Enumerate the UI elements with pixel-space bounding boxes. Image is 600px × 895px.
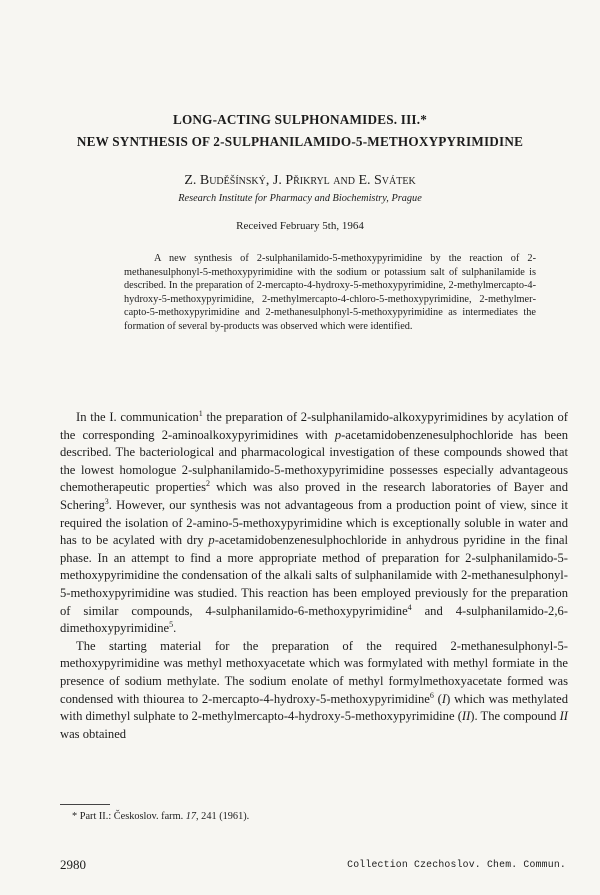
p2-text: ). The compound bbox=[470, 709, 560, 724]
p1-text: In the I. communication bbox=[76, 410, 199, 424]
para-prefix: p bbox=[334, 427, 342, 442]
compound-label: II bbox=[559, 709, 568, 724]
p1-text: . However, our synthesis was not advantageous from a production point of view, since it required the isolation of 2-amino-5-methoxypyrimidine which is exceptionally soluble in water and has to be acylated with dry bbox=[60, 497, 568, 548]
p1-text: the preparation of 2-sulphanilamido-alkoxypyrimidines by acylation of the corresponding 2-aminoalkoxypyrimidines with bbox=[60, 410, 568, 442]
authors-text: Z. Buděšínský, J. Přikryl and E. Svátek bbox=[184, 173, 416, 188]
ref-1: 1 bbox=[198, 408, 203, 418]
footnote bbox=[72, 811, 249, 822]
ref-4: 4 bbox=[407, 602, 412, 612]
abstract: A new synthesis of 2-sulphanilamido-5-methoxypyrimidine by the reaction of 2-methanesulphonyl-5-methoxypyrimidine with the sodium or potassium salt of sulphanilamide is described. In the preparation of 2-mercapto-4-hydroxy-5-methoxypyrimidine, 2-methylmercapto-4-hydroxy-5-methoxypyrimidine, 2-methylmercapto-4-chloro-5-methoxypyrimidine, 2-methylmercapto-5-methoxypyrimidine and 2-methanesulphonyl-5-methoxypyrimidine as intermediates the formation of several by-products was observed which were identified. bbox=[124, 253, 536, 332]
ref-2: 2 bbox=[205, 479, 210, 489]
p2-text: was obtained bbox=[60, 726, 127, 741]
article-title-line-1: LONG-ACTING SULPHONAMIDES. III.* bbox=[172, 112, 428, 127]
body-text bbox=[60, 409, 568, 743]
p2-text: ) which was methylated with dimethyl sulphate to 2-methylmercapto-4-hydroxy-5-methoxypyrimidine ( bbox=[60, 691, 569, 724]
footnote-rule bbox=[60, 804, 110, 805]
p1-text: -acetamidobenzenesulphochloride has been described. The bacteriological and pharmacological investigation of these compounds showed that the lowest homologue 2-sulphanilamido-5-methoxypyrimidine possesses especially advantageous chemotherapeutic properties bbox=[60, 427, 568, 495]
compound-label: II bbox=[461, 709, 471, 724]
p1-text: . bbox=[173, 621, 177, 636]
ref-6: 6 bbox=[429, 690, 434, 700]
footnote-text: * Part II.: Českoslov. farm. bbox=[72, 811, 186, 822]
footnote-text: , 241 (1961). bbox=[196, 811, 250, 822]
ref-5: 5 bbox=[169, 619, 174, 629]
p1-text: -acetamidobenzenesulphochloride in anhydrous pyridine in the final phase. In an attempt to find a more appropriate method of preparation for 2-sulphanilamido-5-methoxypyrimidine the condensation of the alkali salts of sulphanilamide with 2-methanesulphonyl-5-methoxypyrimidine was studied. This reaction has been employed previously for the preparation of similar compounds, 4-sulphanilamido-6-methoxypyrimidine bbox=[60, 533, 568, 618]
paragraph-2 bbox=[60, 638, 568, 744]
footnote-volume: 17 bbox=[185, 811, 197, 822]
received-date: Received February 5th, 1964 bbox=[236, 220, 364, 232]
author-list bbox=[0, 173, 600, 189]
p1-text: and 4-sulphanilamido-2,6-dimethoxypyrimidine bbox=[60, 603, 568, 636]
page-number: 2980 bbox=[60, 857, 86, 872]
ref-3: 3 bbox=[104, 496, 109, 506]
p1-text: which was also proved in the research laboratories of Bayer and Schering bbox=[60, 480, 568, 512]
p2-text: The starting material for the preparation of the required 2-methanesulphonyl-5-methoxypyrimidine was methyl methoxyacetate which was formylated with methyl formiate in the presence of sodium methylate. The sodium enolate of methyl formylmethoxyacetate formed was condensed with thiourea to 2-mercapto-4-hydroxy-5-methoxypyrimidine bbox=[60, 638, 568, 706]
p2-text: ( bbox=[433, 691, 442, 706]
journal-name: Collection Czechoslov. Chem. Commun. bbox=[347, 859, 566, 870]
article-title-line-2: NEW SYNTHESIS OF 2-SULPHANILAMIDO-5-METHOXYPYRIMIDINE bbox=[76, 134, 524, 149]
compound-label: I bbox=[441, 691, 447, 706]
institution: Research Institute for Pharmacy and Biochemistry, Prague bbox=[178, 193, 422, 204]
para-prefix: p bbox=[208, 533, 215, 548]
paragraph-1 bbox=[60, 409, 568, 638]
